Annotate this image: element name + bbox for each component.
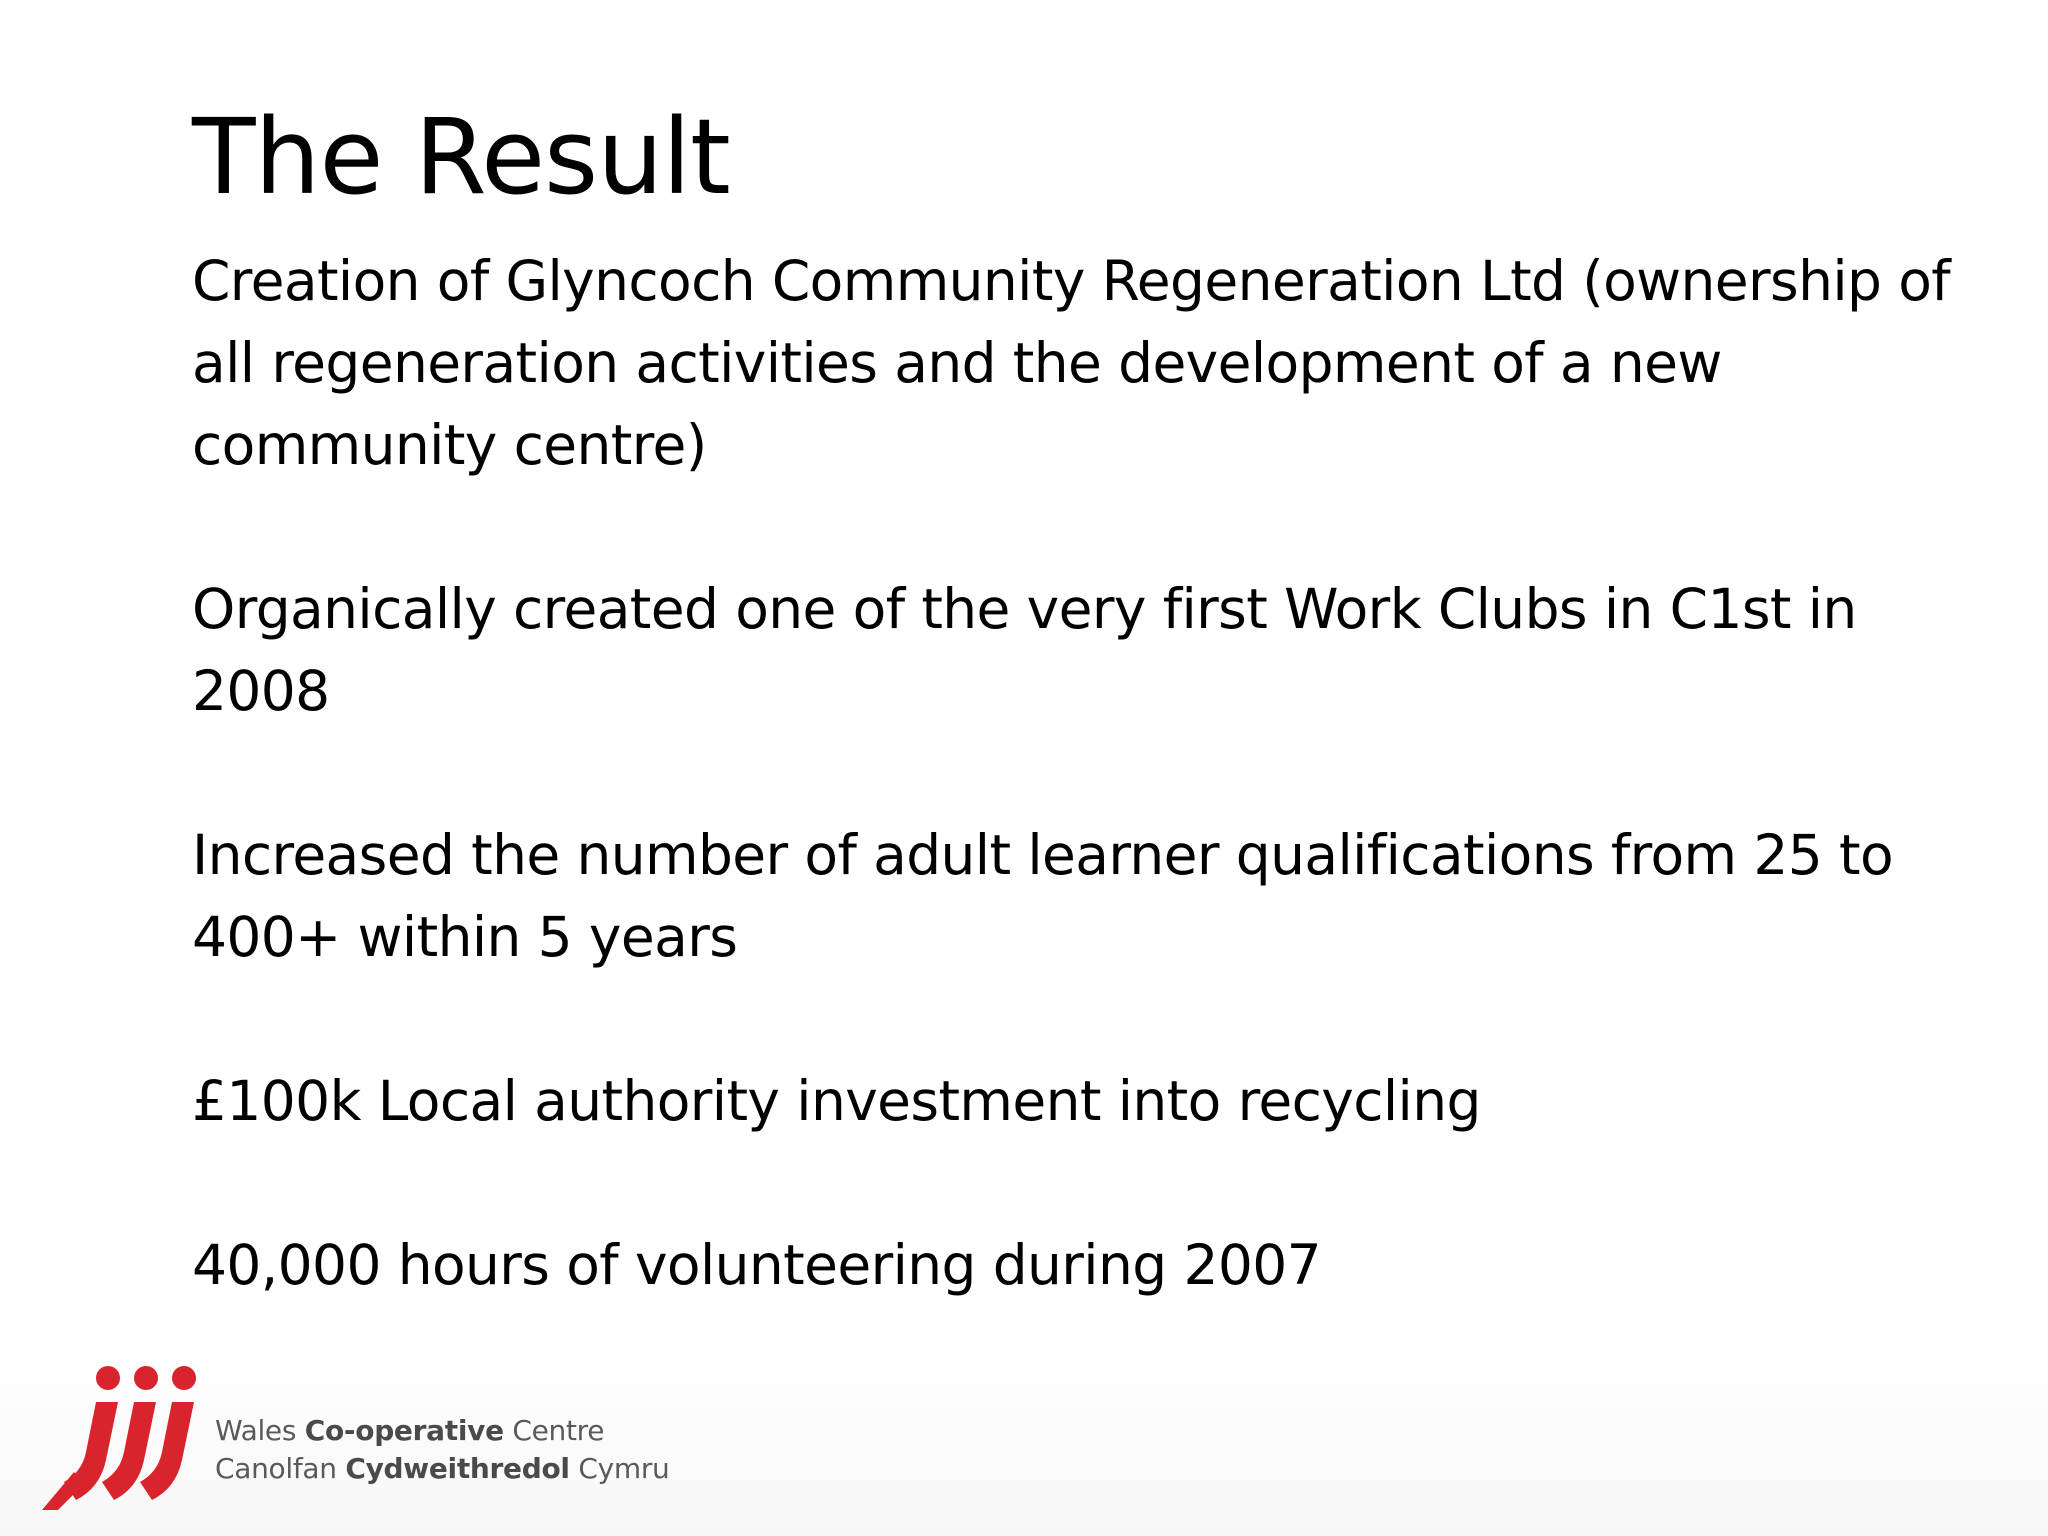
paragraph-qualifications: Increased the number of adult learner qualifications from 25 to 400+ within 5 years [192, 823, 1894, 969]
paragraph-volunteering: 40,000 hours of volunteering during 2007 [192, 1233, 1322, 1297]
paragraph-glyncoch: Creation of Glyncoch Community Regeneration Ltd (ownership of all regeneration activities and the development of a new community centre) [192, 249, 1951, 477]
logo-word-cooperative: Co-operative [304, 1414, 504, 1447]
logo-word-centre: Centre [503, 1414, 605, 1447]
logo-word-canolfan: Canolfan [215, 1452, 346, 1485]
paragraph-work-clubs: Organically created one of the very first Work Clubs in C1st in 2008 [192, 577, 1857, 723]
logo-line-english [215, 1412, 670, 1450]
logo-text [215, 1412, 670, 1488]
paragraph-recycling: £100k Local authority investment into recycling [192, 1069, 1481, 1133]
slide-title: The Result [192, 96, 730, 218]
logo-line-welsh [215, 1450, 670, 1488]
logo-word-cymru: Cymru [569, 1452, 670, 1485]
logo-word-cydweithredol: Cydweithredol [345, 1452, 570, 1485]
slide-body [192, 240, 1992, 1388]
wales-cooperative-logo-icon [36, 1360, 206, 1515]
logo-word-wales: Wales [215, 1414, 305, 1447]
